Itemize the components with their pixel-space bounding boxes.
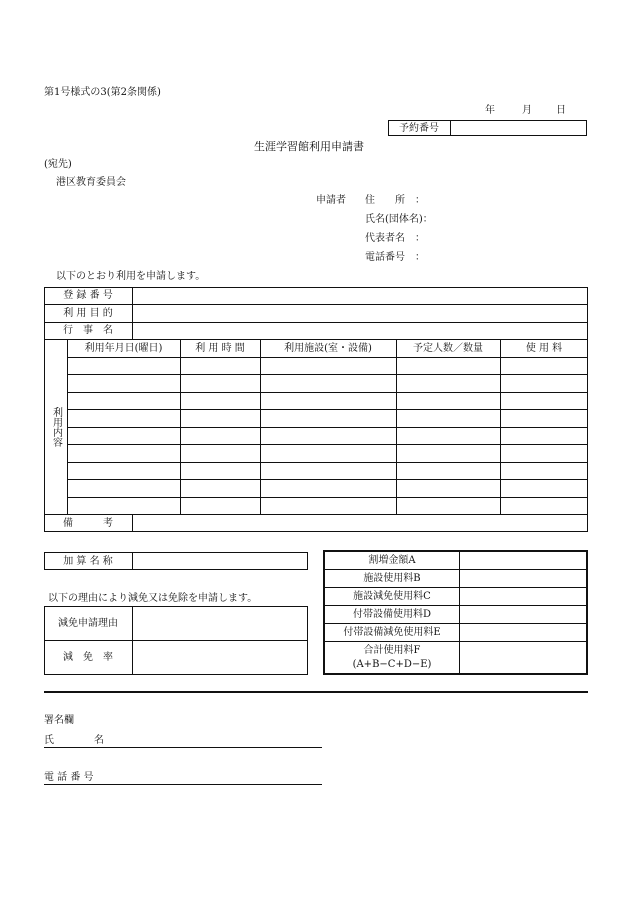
registration-number-field[interactable] xyxy=(133,288,587,303)
remarks-field[interactable] xyxy=(133,515,587,531)
applicant-name-label: 氏名(団体名)： xyxy=(365,214,433,225)
event-name-label: 行 事 名 xyxy=(63,325,113,336)
reservation-number-label: 予約番号 xyxy=(399,122,439,134)
table-row[interactable] xyxy=(68,445,587,461)
column-header-facility: 利用施設(室・設備) xyxy=(284,342,372,354)
reduction-text: 以下の理由により減免又は免除を申請します。 xyxy=(48,593,258,604)
addition-name-label: 加 算 名 称 xyxy=(63,555,113,567)
fee-field-c[interactable] xyxy=(460,588,586,604)
table-row[interactable] xyxy=(68,393,587,409)
fee-label-e: 付帯設備減免使用料E xyxy=(343,626,441,638)
signature-phone-line[interactable] xyxy=(44,784,322,785)
usage-content-label: 利用内容 xyxy=(50,406,62,447)
reduction-reason-label: 減免申請理由 xyxy=(58,617,118,629)
fee-total-formula: (A+B−C+D−E) xyxy=(352,659,432,670)
fee-total-label: 合計使用料F xyxy=(363,645,421,656)
signature-name-line[interactable] xyxy=(44,747,322,748)
addressee: 港区教育委員会 xyxy=(56,177,126,188)
registration-number-label: 登 録 番 号 xyxy=(63,290,113,301)
column-header-fee: 使 用 料 xyxy=(525,342,563,354)
table-row[interactable] xyxy=(68,498,587,513)
event-name-field[interactable] xyxy=(133,323,587,338)
page-title: 生涯学習館利用申請書 xyxy=(254,140,364,153)
fee-label-c: 施設減免使用料C xyxy=(353,590,431,602)
table-row[interactable] xyxy=(68,428,587,444)
fee-field-a[interactable] xyxy=(460,552,586,568)
column-header-quantity: 予定人数／数量 xyxy=(413,342,483,354)
fee-field-e[interactable] xyxy=(460,624,586,640)
signature-name-label: 氏 名 xyxy=(44,735,104,746)
fee-label-total xyxy=(325,641,459,674)
table-row[interactable] xyxy=(68,480,587,496)
date-day-label: 日 xyxy=(556,105,566,116)
remarks-label: 備 考 xyxy=(63,517,113,529)
fee-label-b: 施設使用料B xyxy=(363,572,421,584)
reduction-rate-field[interactable] xyxy=(133,641,307,674)
reservation-number-field[interactable] xyxy=(451,121,586,135)
reduction-rate-label: 減 免 率 xyxy=(63,652,113,663)
applicant-phone-label: 電話番号 ： xyxy=(365,252,425,263)
addition-name-field[interactable] xyxy=(133,553,307,569)
signature-section-label: 署名欄 xyxy=(44,715,74,726)
table-row[interactable] xyxy=(68,358,587,374)
addressee-label: (宛先) xyxy=(44,159,72,170)
date-month-label: 月 xyxy=(522,105,532,116)
table-row[interactable] xyxy=(68,410,587,426)
column-header-date: 利用年月日(曜日) xyxy=(84,342,163,354)
applicant-representative-label: 代表者名 ： xyxy=(365,233,425,244)
signature-phone-label: 電 話 番 号 xyxy=(44,772,94,783)
form-number: 第1号様式の3(第2条関係) xyxy=(44,87,161,98)
table-row[interactable] xyxy=(68,375,587,391)
request-text: 以下のとおり利用を申請します。 xyxy=(56,271,206,282)
applicant-label: 申請者 xyxy=(316,195,346,206)
fee-field-total[interactable] xyxy=(460,642,586,673)
reduction-reason-field[interactable] xyxy=(133,607,307,639)
applicant-address-label: 住 所 ： xyxy=(365,195,425,206)
table-row[interactable] xyxy=(68,463,587,479)
fee-field-d[interactable] xyxy=(460,606,586,622)
fee-field-b[interactable] xyxy=(460,570,586,586)
purpose-field[interactable] xyxy=(133,305,587,321)
fee-label-a: 割増金額A xyxy=(368,554,416,566)
column-header-time: 利 用 時 間 xyxy=(195,342,245,354)
purpose-label: 利 用 目 的 xyxy=(63,307,113,319)
fee-label-d: 付帯設備使用料D xyxy=(352,608,432,620)
date-year-label: 年 xyxy=(485,105,495,116)
section-divider xyxy=(44,691,588,693)
